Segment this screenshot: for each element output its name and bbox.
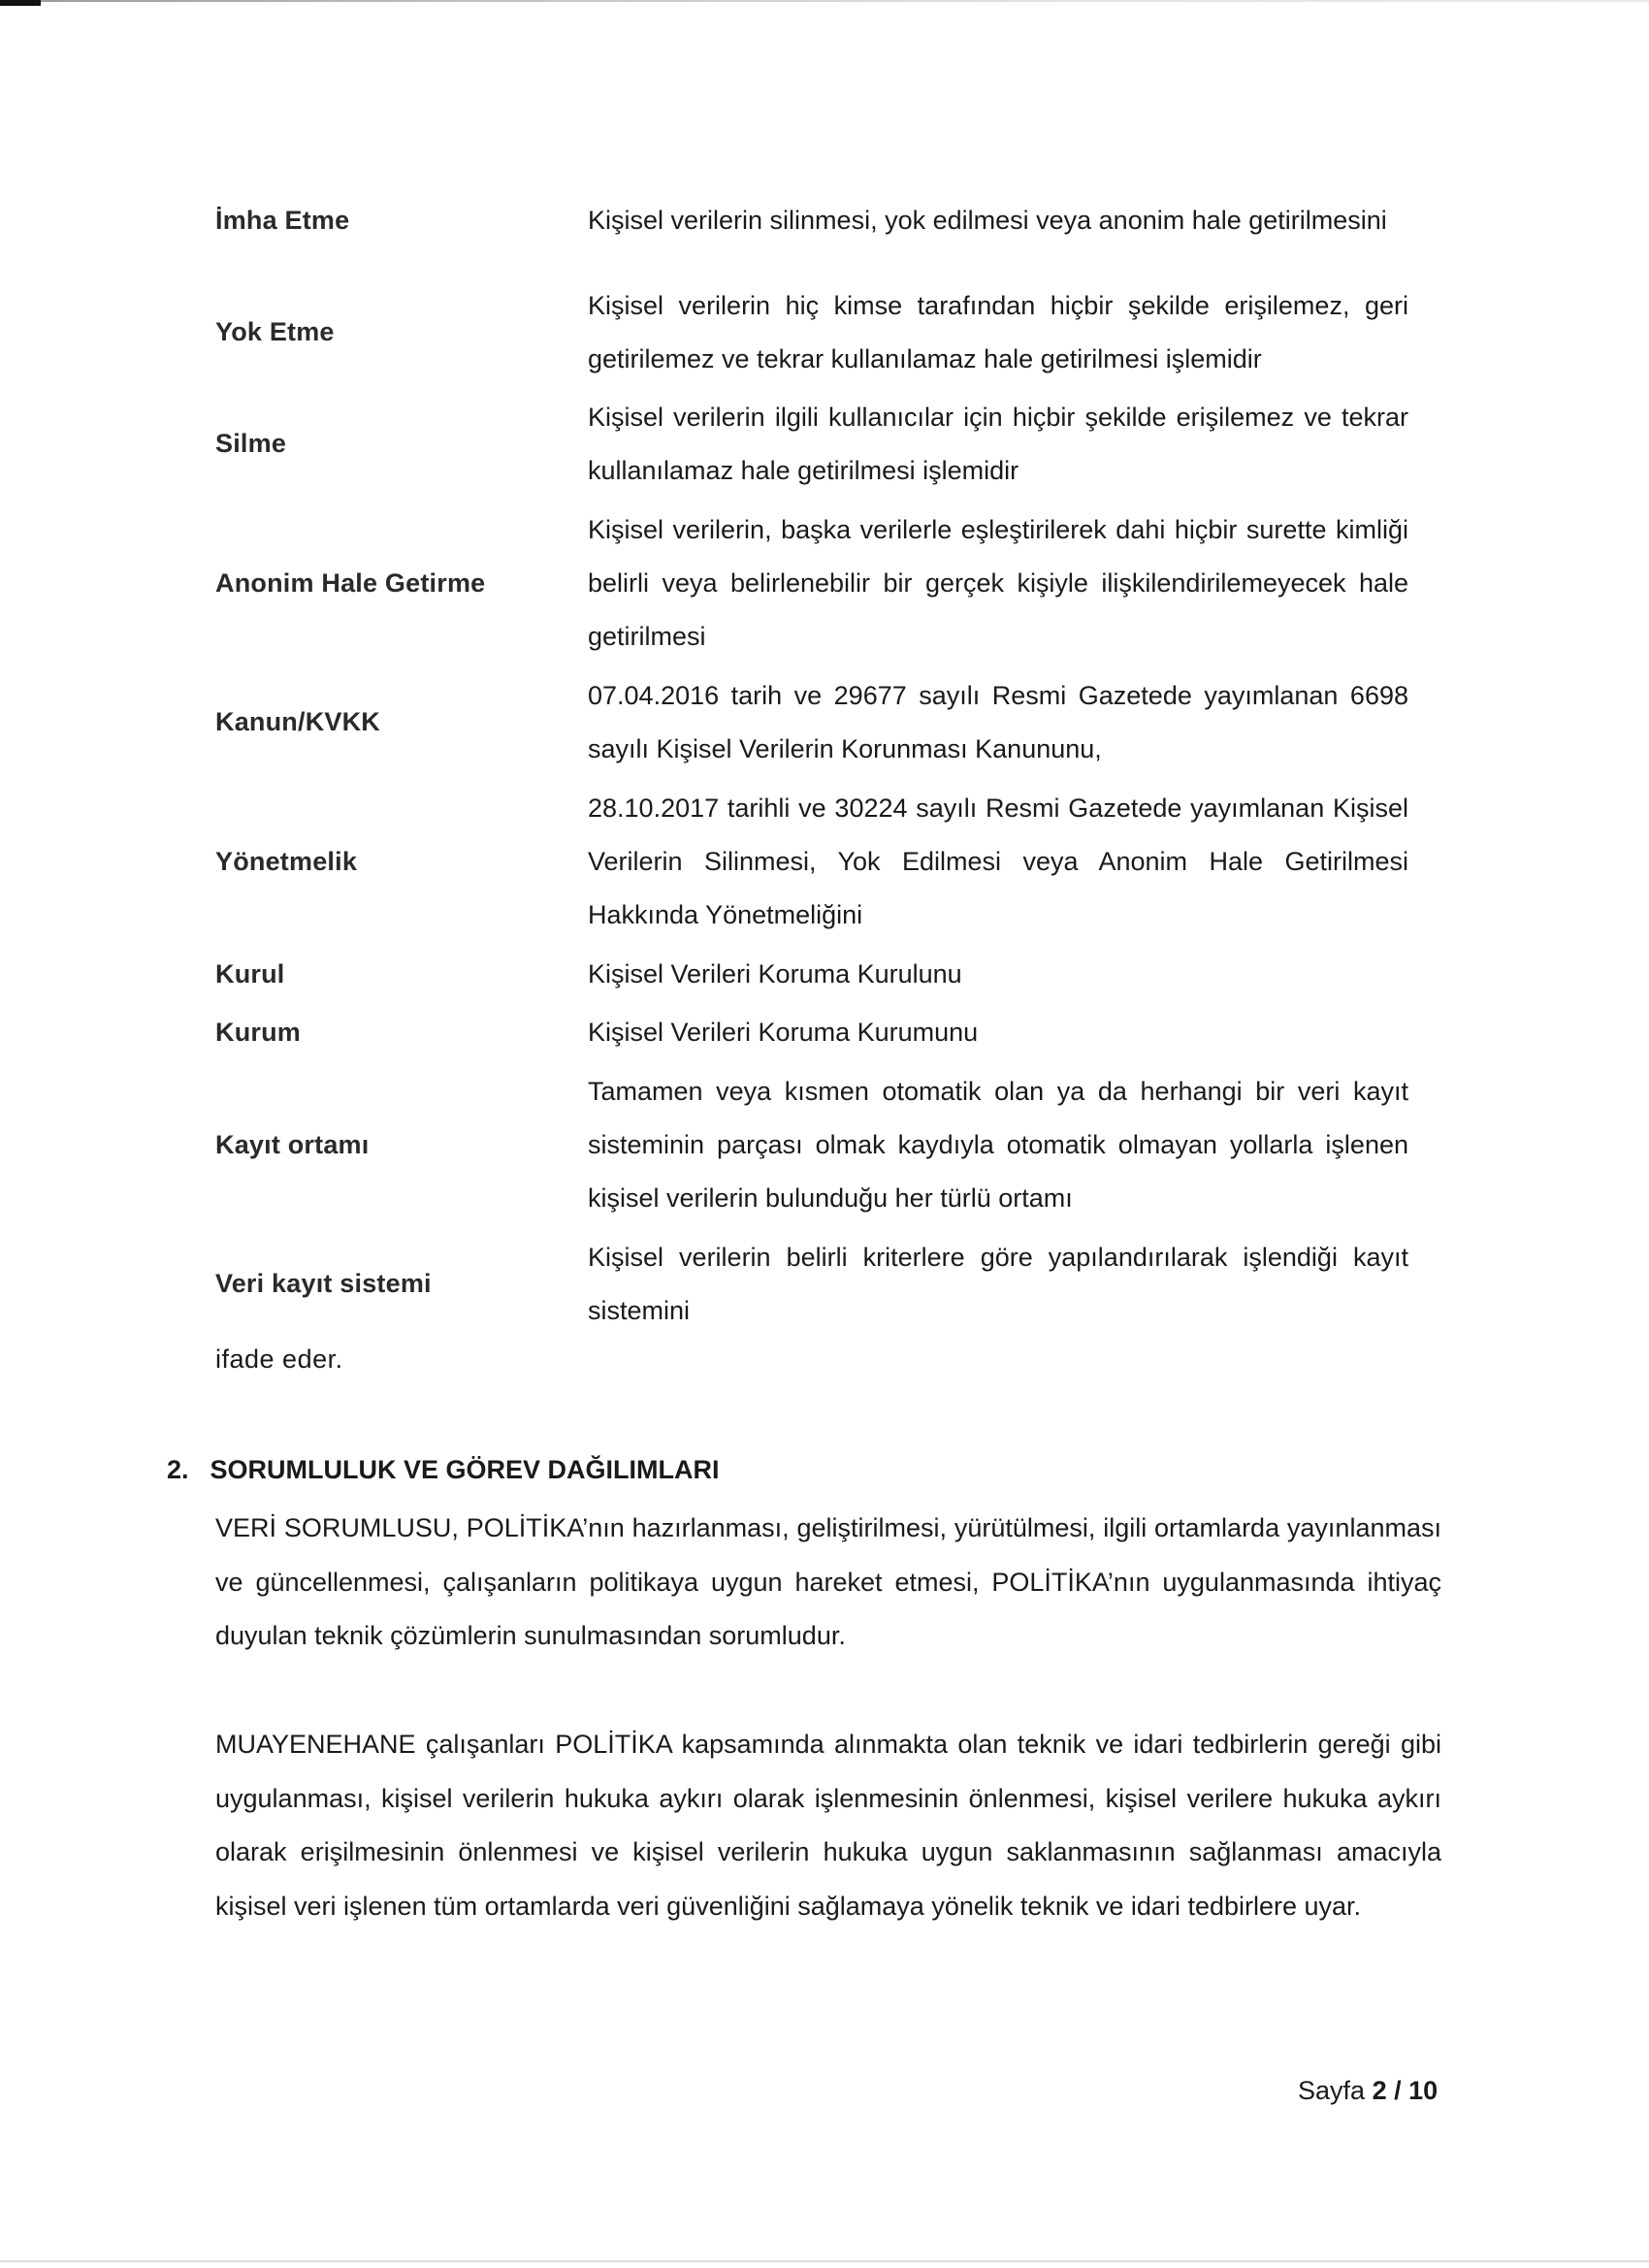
scan-edge-bottom	[0, 2260, 1649, 2262]
definition-row	[215, 945, 1408, 1003]
definition-description: Kişisel verilerin, başka verilerle eşleştirilerek dahi hiçbir surette kimliği belirli veya belirlenebilir bir gerçek kişiyle ilişkilendirilemeyecek hale getirilmesi	[588, 514, 1408, 651]
definition-term: Veri kayıt sistemi	[215, 1269, 432, 1298]
definition-row	[215, 1228, 1408, 1340]
definition-term: Kayıt ortamı	[215, 1129, 370, 1159]
scan-edge-top	[0, 0, 1649, 2]
total-pages: 10	[1408, 2076, 1439, 2105]
closing-text: ifade eder.	[215, 1345, 343, 1374]
section-heading	[167, 1455, 720, 1485]
definition-term: Yönetmelik	[215, 846, 358, 876]
definition-term: Kanun/KVKK	[215, 707, 380, 736]
definition-row	[215, 388, 1408, 500]
section-number: 2.	[167, 1455, 189, 1484]
definition-term: Anonim Hale Getirme	[215, 567, 486, 598]
page-footer	[1298, 2076, 1438, 2106]
definition-row	[215, 500, 1408, 666]
definition-row	[215, 666, 1408, 778]
definition-row	[215, 1003, 1408, 1061]
definition-description: Kişisel verilerin silinmesi, yok edilmesi veya anonim hale getirilmesini	[588, 206, 1387, 235]
scan-mark	[0, 0, 41, 6]
definition-description: Kişisel Verileri Koruma Kurumunu	[588, 1017, 979, 1047]
definition-description: 07.04.2016 tarih ve 29677 sayılı Resmi Gazetede yayımlanan 6698 sayılı Kişisel Verilerin Korunması Kanununu,	[588, 680, 1408, 763]
definitions-list	[215, 165, 1408, 1340]
section-paragraph: VERİ SORUMLUSU, POLİTİKA’nın hazırlanması, geliştirilmesi, yürütülmesi, ilgili ortamlarda yayınlanması ve güncellenmesi, çalışanların politikaya uygun hareket etmesi, POLİTİKA’nın uygulanmasında ihtiyaç duyulan teknik çözümlerin sunulmasından sorumludur.	[215, 1513, 1441, 1650]
definition-term: Kurul	[215, 958, 285, 988]
current-page-number: 2	[1372, 2076, 1387, 2105]
definition-description: Tamamen veya kısmen otomatik olan ya da herhangi bir veri kayıt sisteminin parçası olmak kaydıyla otomatik olmayan yollarla işlenen kişisel verilerin bulunduğu her türlü ortamı	[588, 1076, 1408, 1213]
definition-row	[215, 778, 1408, 945]
definition-term: Yok Etme	[215, 317, 335, 346]
definition-term: Silme	[215, 429, 287, 458]
definition-row	[215, 1061, 1408, 1228]
definition-row	[215, 276, 1408, 388]
definition-term: İmha Etme	[215, 206, 350, 235]
definition-term: Kurum	[215, 1017, 301, 1047]
definition-description: Kişisel verilerin hiç kimse tarafından hiçbir şekilde erişilemez, geri getirilemez ve tekrar kullanılamaz hale getirilmesi işlemidir	[588, 290, 1408, 373]
page-label: Sayfa	[1298, 2076, 1366, 2105]
page-separator: /	[1394, 2076, 1402, 2105]
definition-description: Kişisel verilerin ilgili kullanıcılar için hiçbir şekilde erişilemez ve tekrar kullanılamaz hale getirilmesi işlemidir	[588, 402, 1408, 485]
section-title: SORUMLULUK VE GÖREV DAĞILIMLARI	[210, 1455, 720, 1484]
definition-description: 28.10.2017 tarihli ve 30224 sayılı Resmi Gazetede yayımlanan Kişisel Verilerin Silinmesi, Yok Edilmesi veya Anonim Hale Getirilmesi Hakkında Yönetmeliğini	[588, 793, 1408, 929]
section-paragraph: MUAYENEHANE çalışanları POLİTİKA kapsamında alınmakta olan teknik ve idari tedbirlerin gereği gibi uygulanması, kişisel verilerin hukuka aykırı olarak işlenmesinin önlenmesi, kişisel verilere hukuka aykırı olarak erişilmesinin önlenmesi ve kişisel verilerin hukuka uygun saklanmasının sağlanması amacıyla kişisel veri işlenen tüm ortamlarda veri güvenliğini sağlamaya yönelik teknik ve idari tedbirlere uyar.	[215, 1730, 1441, 1921]
definition-row	[215, 165, 1408, 276]
definition-description: Kişisel verilerin belirli kriterlere göre yapılandırılarak işlendiği kayıt sistemini	[588, 1242, 1408, 1325]
definition-description: Kişisel Verileri Koruma Kurulunu	[588, 958, 962, 988]
